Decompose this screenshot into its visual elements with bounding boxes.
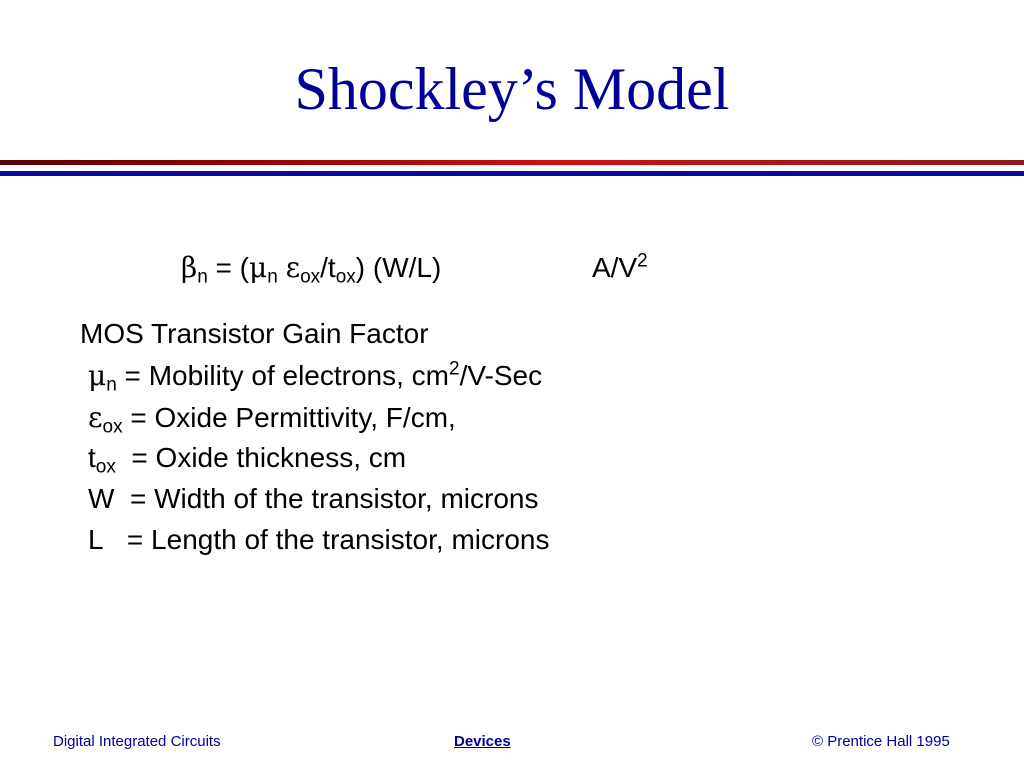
formula-equals: = ( [207, 252, 249, 283]
definition-text: = Length of the transistor, microns [103, 524, 550, 555]
definition-symbol: W [88, 483, 115, 514]
title-divider-red [0, 160, 1024, 165]
units-superscript: 2 [637, 250, 648, 272]
mu-symbol: μ [249, 251, 268, 284]
footer-section-link[interactable]: Devices [454, 733, 511, 750]
definition-text-after: /V-Sec [459, 360, 543, 391]
slide-title: Shockley’s Model [294, 56, 730, 122]
definition-subscript: n [106, 374, 117, 396]
definition-symbol: μ [88, 359, 107, 392]
definition-permittivity [88, 398, 456, 438]
definition-subscript: ox [102, 416, 123, 438]
beta-subscript: n [197, 266, 208, 288]
epsilon-symbol: ε [285, 251, 301, 284]
title-divider-blue [0, 171, 1024, 176]
units-text: A/V [592, 252, 638, 283]
formula-units [592, 248, 648, 288]
beta-symbol: β [181, 251, 198, 284]
definition-text: = Mobility of electrons, cm [116, 360, 450, 391]
definition-thickness [88, 438, 406, 478]
mu-subscript: n [267, 266, 278, 288]
epsilon-subscript: ox [300, 266, 321, 288]
gain-factor-heading: MOS Transistor Gain Factor [80, 318, 429, 349]
definition-symbol: ε [88, 401, 103, 434]
definition-text: = Width of the transistor, microns [114, 483, 539, 514]
gain-factor-formula [181, 248, 441, 288]
definition-symbol: L [88, 524, 104, 555]
definition-superscript: 2 [449, 358, 460, 380]
definition-text: = Oxide thickness, cm [115, 442, 407, 473]
formula-t: /t [320, 252, 336, 283]
definition-mobility [88, 356, 542, 396]
t-subscript: ox [335, 266, 356, 288]
definition-symbol: t [88, 442, 96, 473]
definition-text: = Oxide Permittivity, F/cm, [122, 402, 456, 433]
footer-copyright: © Prentice Hall 1995 [812, 733, 950, 750]
footer-course-title: Digital Integrated Circuits [53, 733, 221, 750]
definition-subscript: ox [95, 456, 116, 478]
formula-tail: ) (W/L) [355, 252, 442, 283]
definition-width [88, 479, 538, 519]
definition-length [88, 520, 549, 560]
